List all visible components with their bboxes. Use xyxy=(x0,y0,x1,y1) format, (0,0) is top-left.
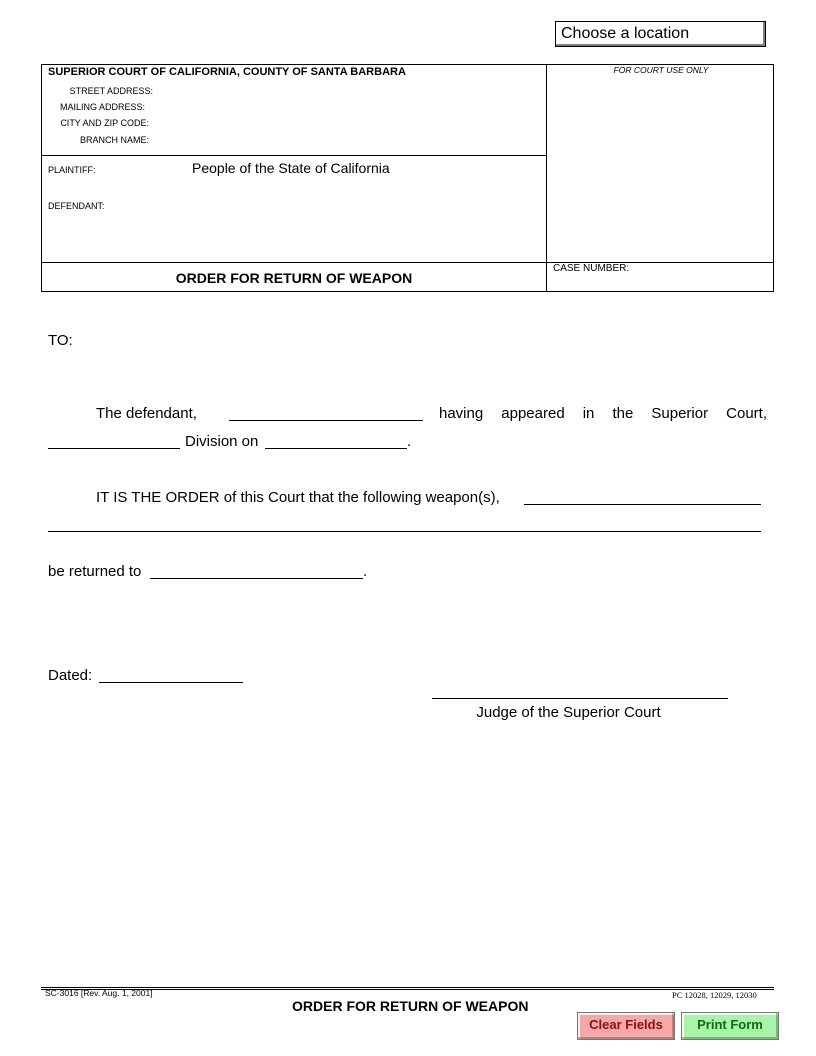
branch-name-label: BRANCH NAME: xyxy=(79,135,149,145)
mailing-address-label: MAILING ADDRESS: xyxy=(59,102,145,112)
court-location-field[interactable] xyxy=(48,434,180,449)
footer-title: ORDER FOR RETURN OF WEAPON xyxy=(292,998,529,1014)
plaintiff-label: PLAINTIFF: xyxy=(48,165,96,175)
p1-end: . xyxy=(407,433,412,450)
p2-part1: IT IS THE ORDER of this Court that the following weapon(s), xyxy=(96,489,500,506)
p1-part2: having appeared in the Superior Court, xyxy=(439,405,767,422)
defendant-field[interactable] xyxy=(120,196,540,256)
defendant-label: DEFENDANT: xyxy=(48,201,105,211)
case-number-field[interactable] xyxy=(548,276,772,290)
to-label: TO: xyxy=(48,332,73,349)
form-title: ORDER FOR RETURN OF WEAPON xyxy=(175,270,413,286)
p3-end: . xyxy=(363,563,368,580)
court-use-only-label: FOR COURT USE ONLY xyxy=(613,65,709,75)
p1-part3: Division on xyxy=(185,433,259,450)
clear-fields-button[interactable]: Clear Fields xyxy=(577,1012,675,1040)
plaintiff-field[interactable]: People of the State of California xyxy=(192,160,390,176)
city-zip-label: CITY AND ZIP CODE: xyxy=(60,118,149,128)
location-dropdown[interactable] xyxy=(555,21,766,47)
defendant-name-field[interactable] xyxy=(229,406,423,421)
weapons-field-line2[interactable] xyxy=(48,517,761,532)
weapons-field-line1[interactable] xyxy=(524,490,761,505)
judge-signature-line xyxy=(432,698,728,699)
penal-code-refs: PC 12028, 12029, 12030 xyxy=(672,990,757,1000)
return-to-field[interactable] xyxy=(150,564,363,579)
location-dropdown-value: Choose a location xyxy=(561,25,690,42)
case-number-label: CASE NUMBER: xyxy=(553,263,630,274)
dated-label: Dated: xyxy=(48,667,93,684)
dated-field[interactable] xyxy=(99,668,243,683)
p3-part1: be returned to xyxy=(48,563,142,580)
court-name: SUPERIOR COURT OF CALIFORNIA, COUNTY OF SANTA BARBARA xyxy=(48,66,406,78)
print-form-button[interactable]: Print Form xyxy=(681,1012,779,1040)
street-address-label: STREET ADDRESS: xyxy=(69,86,153,96)
caption-box xyxy=(41,64,774,292)
judge-label: Judge of the Superior Court xyxy=(476,704,661,721)
appearance-date-field[interactable] xyxy=(265,434,407,449)
p1-part1: The defendant, xyxy=(96,405,197,422)
form-number: SC-3016 [Rev. Aug. 1, 2001] xyxy=(45,988,153,998)
